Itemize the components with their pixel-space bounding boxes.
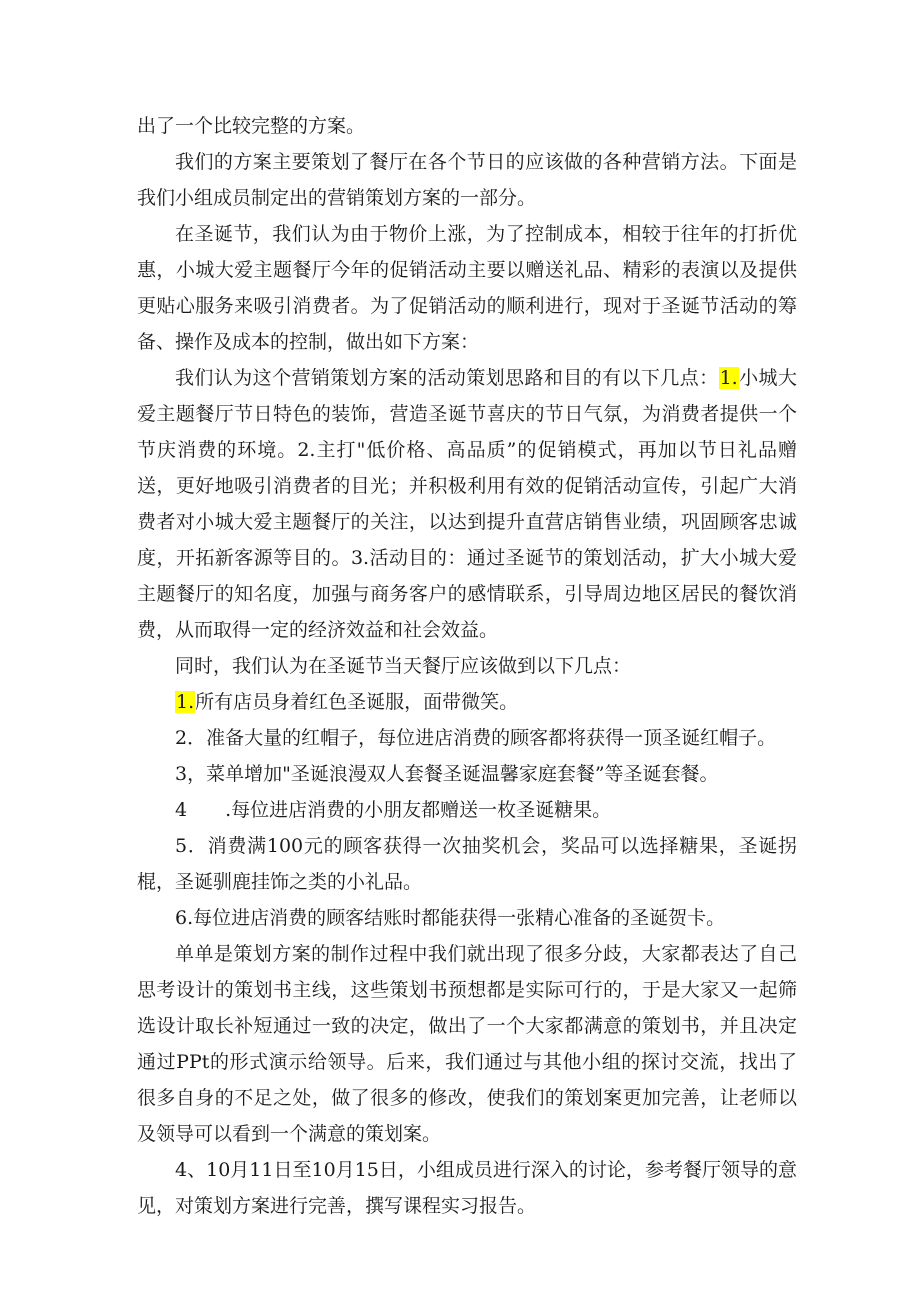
- goals-body-text: 小城大爱主题餐厅节日特色的装饰，营造圣诞节喜庆的节日气氛，为消费者提供一个节庆消费的环境。2.主打"低价格、高品质”的促销模式，再加以节日礼品赠送，更好地吸引消费者的目光；并积极利用有效的促销活动宣传，引起广大消费者对小城大爱主题餐厅的关注，以达到提升直营店销售业绩，巩固顾客忠诚度，开拓新客源等目的。3.活动目的：通过圣诞节的策划活动，扩大小城大爱主题餐厅的知名度，加强与商务客户的感情联系，引导周边地区居民的餐饮消费，从而取得一定的经济效益和社会效益。: [137, 367, 797, 641]
- paragraph-continuation: 出了一个比较完整的方案。: [137, 115, 366, 137]
- goals-lead-text: 我们认为这个营销策划方案的活动策划思路和目的有以下几点：: [175, 367, 719, 389]
- paragraph-schedule: 4、10月11日至10月15日，小组成员进行深入的讨论，参考餐厅领导的意见，对策划方案进行完善，撰写课程实习报告。: [137, 1159, 797, 1217]
- list-item-2: 2．准备大量的红帽子，每位进店消费的顾客都将获得一顶圣诞红帽子。: [175, 727, 777, 749]
- highlighted-number: 1.: [176, 691, 195, 713]
- list-item-text: 所有店员身着红色圣诞服，面带微笑。: [195, 691, 519, 713]
- paragraph-christmas-promotion: 在圣诞节，我们认为由于物价上涨，为了控制成本，相较于往年的打折优惠，小城大爱主题餐厅今年的促销活动主要以赠送礼品、精彩的表演以及提供更贴心服务来吸引消费者。为了促销活动的顺利进行，现对于圣诞节活动的筹备、操作及成本的控制，做出如下方案：: [137, 223, 797, 353]
- highlighted-number: 1.: [719, 367, 738, 389]
- paragraph-process-reflection: 单单是策划方案的制作过程中我们就出现了很多分歧，大家都表达了自己思考设计的策划书主线，这些策划书预想都是实际可行的，于是大家又一起筛选设计取长补短通过一致的决定，做出了一个大家都满意的策划书，并且决定通过PPt的形式演示给领导。后来，我们通过与其他小组的探讨交流，找出了很多自身的不足之处，做了很多的修改，使我们的策划案更加完善，让老师以及领导可以看到一个满意的策划案。: [137, 943, 797, 1145]
- paragraph-plan-intro: 我们的方案主要策划了餐厅在各个节日的应该做的各种营销方法。下面是我们小组成员制定出的营销策划方案的一部分。: [137, 151, 797, 209]
- list-item-5: 5．消费满100元的顾客获得一次抽奖机会，奖品可以选择糖果，圣诞拐棍，圣诞驯鹿挂饰之类的小礼品。: [137, 835, 797, 893]
- list-item-1: [137, 684, 797, 720]
- paragraph-planning-goals: [137, 360, 797, 648]
- paragraph-christmas-day-intro: 同时，我们认为在圣诞节当天餐厅应该做到以下几点：: [175, 655, 632, 677]
- list-item-3: 3，菜单增加"圣诞浪漫双人套餐圣诞温馨家庭套餐”等圣诞套餐。: [175, 763, 719, 785]
- document-body: [137, 108, 797, 1224]
- list-item-6: 6.每位进店消费的顾客结账时都能获得一张精心准备的圣诞贺卡。: [175, 907, 726, 929]
- list-item-4: 4 .每位进店消费的小朋友都赠送一枚圣诞糖果。: [175, 799, 612, 821]
